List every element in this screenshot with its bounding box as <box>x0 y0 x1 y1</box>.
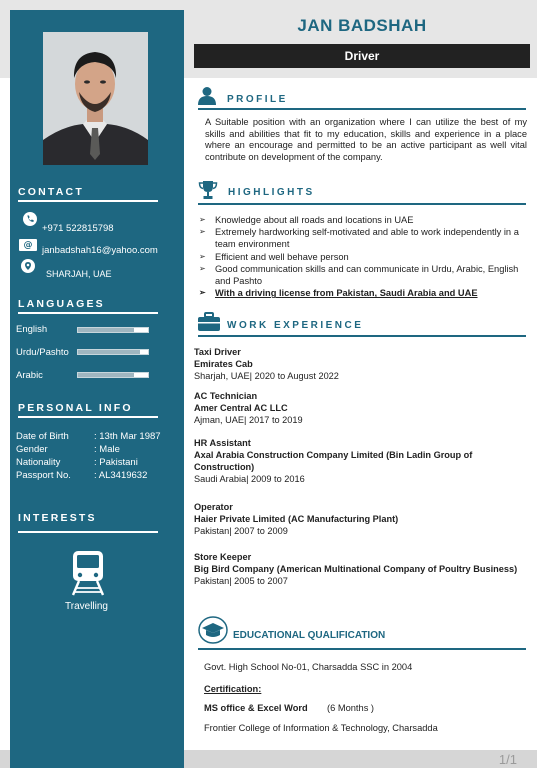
highlight-text: Efficient and well behave person <box>215 251 349 262</box>
languages-title: LANGUAGES <box>18 298 105 310</box>
candidate-name: JAN BADSHAH <box>297 16 427 35</box>
certification-label: Certification: <box>204 684 262 694</box>
phone-icon <box>23 212 37 226</box>
job-period: Pakistan| 2005 to 2007 <box>194 576 288 586</box>
contact-divider <box>18 200 158 202</box>
certification-duration: (6 Months ) <box>327 703 375 713</box>
personal-passport-value: : AL3419632 <box>94 470 148 481</box>
profile-divider <box>198 108 526 110</box>
highlights-title: HIGHLIGHTS <box>228 187 315 198</box>
job-entry <box>194 346 524 382</box>
personal-nationality-label: Nationality <box>16 457 61 468</box>
certification-college: Frontier College of Information & Technology, Charsadda <box>204 723 438 733</box>
personal-dob-label: Date of Birth <box>16 431 69 442</box>
profile-photo <box>43 32 148 165</box>
email-icon <box>18 236 38 252</box>
language-label: Urdu/Pashto <box>16 347 69 358</box>
language-level-bar <box>77 372 149 378</box>
contact-title: CONTACT <box>18 186 84 198</box>
job-role: HR Assistant <box>194 438 251 448</box>
contact-location: SHARJAH, UAE <box>46 269 112 279</box>
certification-name: MS office & Excel Word <box>204 703 308 713</box>
personal-gender-value: : Male <box>94 444 120 455</box>
profile-text: A Suitable position with an organization where I can utilize the best of my skills and abilities that fit to my education, skills and experience in a place where an encourage and permitted to be an active participant as well vital contribute on development of the company. <box>205 117 527 162</box>
graduation-cap-icon <box>198 616 228 644</box>
list-item <box>199 251 529 263</box>
contact-email[interactable]: janbadshah16@yahoo.com <box>42 245 158 256</box>
contact-phone: +971 522815798 <box>42 223 114 234</box>
job-company: Big Bird Company (American Multinational Company of Poultry Business) <box>194 564 518 574</box>
job-company: Haier Private Limited (AC Manufacturing Plant) <box>194 514 399 524</box>
list-item <box>199 214 529 226</box>
education-divider <box>198 648 526 650</box>
job-role: AC Technician <box>194 391 258 401</box>
job-entry <box>194 501 524 537</box>
language-level-bar <box>77 349 149 355</box>
personal-gender-label: Gender <box>16 444 48 455</box>
job-entry <box>194 390 524 426</box>
job-company: Emirates Cab <box>194 359 253 369</box>
education-title: EDUCATIONAL QUALIFICATION <box>233 630 386 641</box>
job-period: Saudi Arabia| 2009 to 2016 <box>194 474 305 484</box>
arrow-bullet-icon: ➢ <box>199 288 206 298</box>
arrow-bullet-icon: ➢ <box>199 227 206 237</box>
language-label: Arabic <box>16 370 43 381</box>
arrow-bullet-icon: ➢ <box>199 263 206 273</box>
list-item <box>199 263 529 287</box>
personal-dob-value: : 13th Mar 1987 <box>94 431 161 442</box>
job-entry <box>194 437 524 485</box>
person-icon <box>197 86 217 106</box>
personal-nationality-value: : Pakistani <box>94 457 138 468</box>
job-company: Axal Arabia Construction Company Limited (Bin Ladin Group of Construction) <box>194 450 473 472</box>
location-icon <box>21 259 35 273</box>
interests-divider <box>18 531 158 533</box>
job-period: Sharjah, UAE| 2020 to August 2022 <box>194 371 339 381</box>
highlight-text: Extremely hardworking self-motivated and able to work independently in a team environment <box>215 227 519 250</box>
language-level-fill <box>78 350 140 354</box>
job-title: Driver <box>344 49 380 63</box>
job-entry <box>194 551 524 587</box>
highlights-divider <box>198 203 526 205</box>
job-period: Pakistan| 2007 to 2009 <box>194 526 288 536</box>
interest-travelling: Travelling <box>65 601 108 612</box>
job-role: Taxi Driver <box>194 347 241 357</box>
language-level-fill <box>78 328 134 332</box>
trophy-icon <box>198 180 218 200</box>
work-experience-divider <box>198 335 526 337</box>
languages-divider <box>18 312 158 314</box>
language-label: English <box>16 324 48 335</box>
personal-info-title: PERSONAL INFO <box>18 402 133 414</box>
personal-info-divider <box>18 416 158 418</box>
briefcase-icon <box>197 312 221 332</box>
interests-title: INTERESTS <box>18 512 97 524</box>
education-school: Govt. High School No-01, Charsadda SSC in 2004 <box>204 662 413 672</box>
work-experience-title: WORK EXPERIENCE <box>227 320 364 331</box>
job-title-bar <box>194 44 530 68</box>
personal-passport-label: Passport No. <box>16 470 71 481</box>
train-icon <box>70 550 106 596</box>
highlight-text: With a driving license from Pakistan, Saudi Arabia and UAE <box>215 288 478 299</box>
person-portrait-icon <box>43 32 148 165</box>
highlight-text: Good communication skills and can communicate in Urdu, Arabic, English and Pashto <box>215 263 519 287</box>
svg-text:@: @ <box>23 240 33 251</box>
highlight-text: Knowledge about all roads and locations in UAE <box>215 215 414 225</box>
job-period: Ajman, UAE| 2017 to 2019 <box>194 415 303 425</box>
profile-title: PROFILE <box>227 94 288 105</box>
job-company: Amer Central AC LLC <box>194 403 288 413</box>
highlights-list <box>199 214 529 299</box>
job-role: Store Keeper <box>194 552 252 562</box>
list-item <box>199 226 529 250</box>
list-item <box>199 287 529 299</box>
arrow-bullet-icon: ➢ <box>199 251 206 261</box>
arrow-bullet-icon: ➢ <box>199 215 206 224</box>
job-role: Operator <box>194 502 233 512</box>
sidebar <box>10 10 184 768</box>
language-level-fill <box>78 373 134 377</box>
language-level-bar <box>77 327 149 333</box>
page-number: 1/1 <box>498 752 517 767</box>
